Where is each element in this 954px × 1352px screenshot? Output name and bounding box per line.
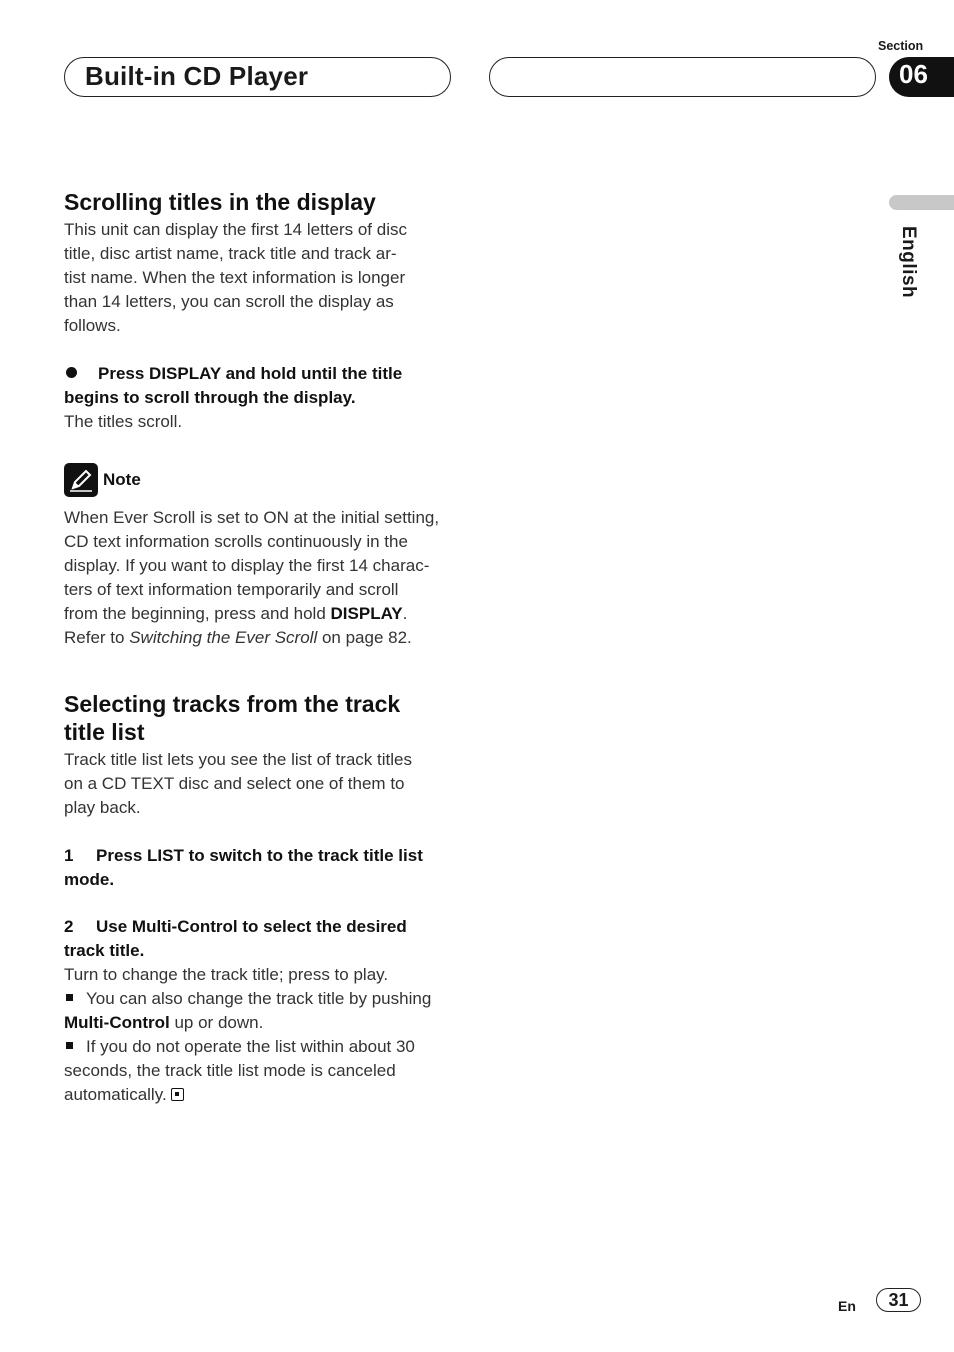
scrolling-step-line2: begins to scroll through the display. xyxy=(64,388,356,407)
note-line: When Ever Scroll is set to ON at the initial setting, xyxy=(64,508,440,527)
note-refer-pre: Refer to xyxy=(64,628,130,647)
language-label: English xyxy=(898,226,919,299)
selecting-heading xyxy=(64,690,459,746)
note-line: ters of text information temporarily and scroll xyxy=(64,580,399,599)
scrolling-body-line: title, disc artist name, track title and track ar- xyxy=(64,244,397,263)
bullet-2-line3-text: automatically. xyxy=(64,1085,167,1104)
bullet-1-line1: You can also change the track title by pushing xyxy=(86,989,432,1008)
selecting-step-2 xyxy=(64,915,459,939)
step-1-line1: Press LIST to switch to the track title list xyxy=(96,846,423,865)
footer-language: En xyxy=(838,1298,856,1314)
scrolling-step-line1: Press DISPLAY and hold until the title xyxy=(98,364,403,383)
language-tab-bar xyxy=(889,195,954,210)
header-title-frame xyxy=(64,57,451,97)
selecting-heading-line1: Selecting tracks from the track xyxy=(64,691,401,717)
note-line5-end: . xyxy=(402,604,408,623)
step-2-result: Turn to change the track title; press to play. xyxy=(64,965,389,984)
page-number: 31 xyxy=(876,1288,921,1312)
selecting-heading-line2: title list xyxy=(64,719,145,745)
section-tab xyxy=(889,57,954,97)
bullet-1-line2 xyxy=(64,1011,459,1035)
bullet-1 xyxy=(64,987,459,1011)
scrolling-result: The titles scroll. xyxy=(64,412,183,431)
note-refer-link: Switching the Ever Scroll xyxy=(129,628,318,647)
note-line5-text: from the beginning, press and hold xyxy=(64,604,331,623)
note-header xyxy=(64,463,459,497)
selecting-body-line: on a CD TEXT disc and select one of them to xyxy=(64,774,405,793)
step-1-line2: mode. xyxy=(64,870,115,889)
step-2-number: 2 xyxy=(64,917,74,936)
note-line: CD text information scrolls continuously in the xyxy=(64,532,408,551)
note-display-keyword: DISPLAY xyxy=(330,604,403,623)
square-bullet-icon xyxy=(66,994,73,1001)
scrolling-body-line: follows. xyxy=(64,316,121,335)
step-2-line2: track title. xyxy=(64,941,145,960)
selecting-body-line: play back. xyxy=(64,798,141,817)
multi-control-keyword: Multi-Control xyxy=(64,1013,170,1032)
note-label: Note xyxy=(103,470,141,489)
page-title: Built-in CD Player xyxy=(85,61,309,91)
bullet-2 xyxy=(64,1035,459,1059)
end-of-section-icon xyxy=(171,1088,184,1101)
selecting-step-1 xyxy=(64,844,459,868)
note-refer-post: on page 82. xyxy=(317,628,412,647)
square-bullet-icon xyxy=(66,1042,73,1049)
selecting-body-line: Track title list lets you see the list of track titles xyxy=(64,750,412,769)
bullet-2-line1: If you do not operate the list within about 30 xyxy=(86,1037,415,1056)
selecting-section xyxy=(64,690,459,1107)
note-line: display. If you want to display the first 14 charac- xyxy=(64,556,430,575)
step-1-number: 1 xyxy=(64,846,74,865)
scrolling-section xyxy=(64,188,459,434)
scrolling-heading: Scrolling titles in the display xyxy=(64,189,376,215)
step-2-line1: Use Multi-Control to select the desired xyxy=(96,917,407,936)
scrolling-body-line: tist name. When the text information is longer xyxy=(64,268,406,287)
scrolling-body-line: than 14 letters, you can scroll the display as xyxy=(64,292,394,311)
scrolling-step xyxy=(64,362,459,386)
bullet-dot-icon xyxy=(66,367,77,378)
note-line xyxy=(64,602,459,626)
bullet-2-line2: seconds, the track title list mode is canceled xyxy=(64,1061,396,1080)
header-blank-frame xyxy=(489,57,876,97)
section-number: 06 xyxy=(899,59,928,89)
bullet-2-line3 xyxy=(64,1083,459,1107)
note-line xyxy=(64,626,459,650)
note-pencil-icon xyxy=(64,463,98,497)
bullet-1-end: up or down. xyxy=(169,1013,264,1032)
section-label: Section xyxy=(878,39,924,53)
scrolling-body-line: This unit can display the first 14 letters of disc xyxy=(64,220,407,239)
note-block xyxy=(64,463,459,650)
